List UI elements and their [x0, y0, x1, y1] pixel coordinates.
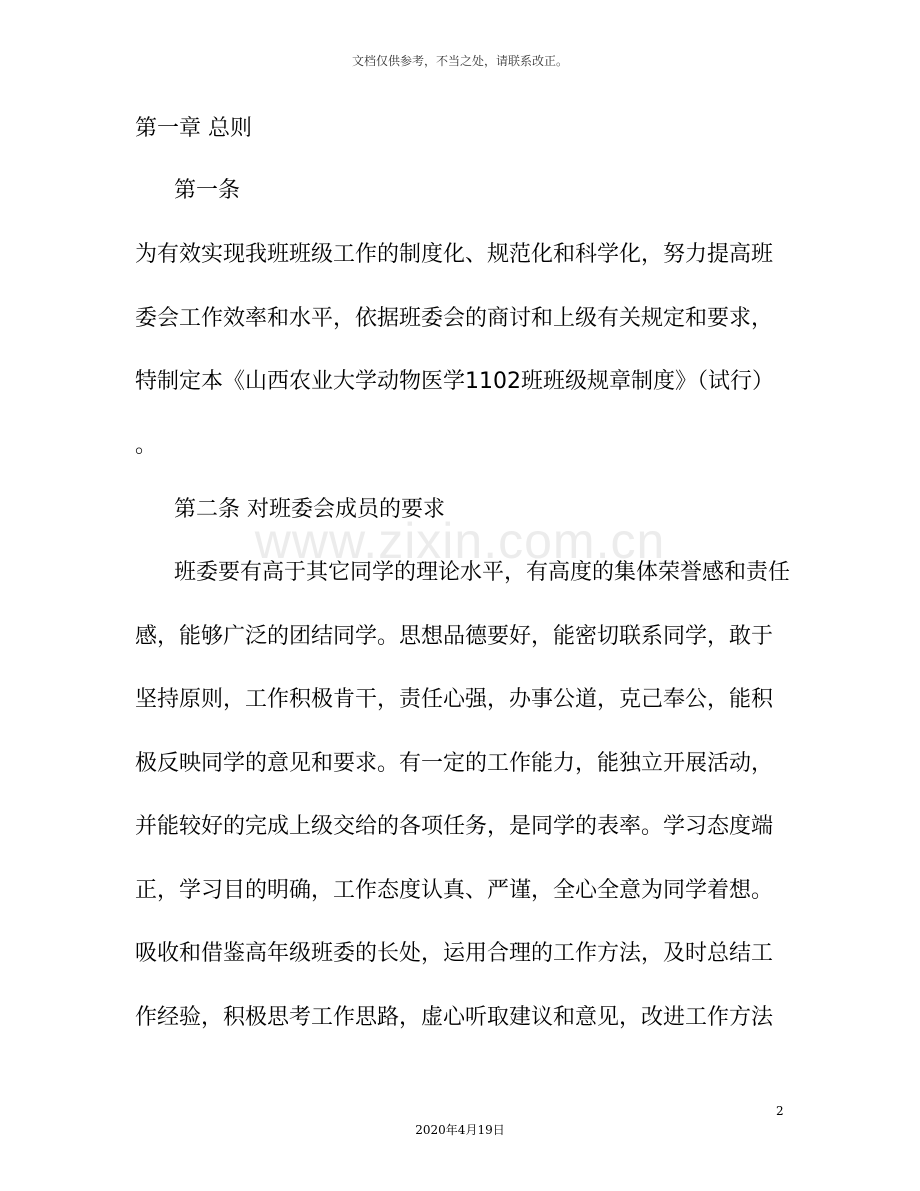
article-1-title: 第一条 [174, 178, 241, 203]
page-number: 2 [776, 1104, 784, 1118]
paragraph-line: 为有效实现我班班级工作的制度化、规范化和科学化，努力提高班 [135, 242, 774, 267]
paragraph-line: 并能较好的完成上级交给的各项任务，是同学的表率。学习态度端 [135, 814, 774, 839]
chapter-title: 第一章 总则 [135, 116, 252, 141]
paragraph-line: 吸收和借鉴高年级班委的长处，运用合理的工作方法，及时总结工 [135, 941, 774, 966]
paragraph-line: 作经验，积极思考工作思路，虚心听取建议和意见，改进工作方法 [135, 1005, 774, 1030]
header-note: 文档仅供参考，不当之处，请联系改正。 [351, 54, 568, 68]
paragraph-line: 。 [135, 433, 158, 458]
paragraph-line: 班委要有高于其它同学的理论水平，有高度的集体荣誉感和责任 [174, 560, 791, 585]
paragraph-line: 特制定本《山西农业大学动物医学1102班班级规章制度》（试行） [135, 369, 774, 394]
paragraph-line: 坚持原则，工作积极肯干，责任心强，办事公道，克己奉公，能积 [135, 687, 774, 712]
paragraph-line: 委会工作效率和水平，依据班委会的商讨和上级有关规定和要求， [135, 306, 774, 331]
footer-date: 2020年4月19日 [415, 1123, 505, 1137]
paragraph-line: 感，能够广泛的团结同学。思想品德要好，能密切联系同学，敢于 [135, 624, 774, 649]
article-2-title: 第二条 对班委会成员的要求 [174, 497, 445, 522]
watermark: www.zixin.com.cn [254, 513, 666, 569]
paragraph-line: 正，学习目的明确，工作态度认真、严谨，全心全意为同学着想。 [135, 878, 774, 903]
paragraph-line: 极反映同学的意见和要求。有一定的工作能力，能独立开展活动， [135, 751, 774, 776]
